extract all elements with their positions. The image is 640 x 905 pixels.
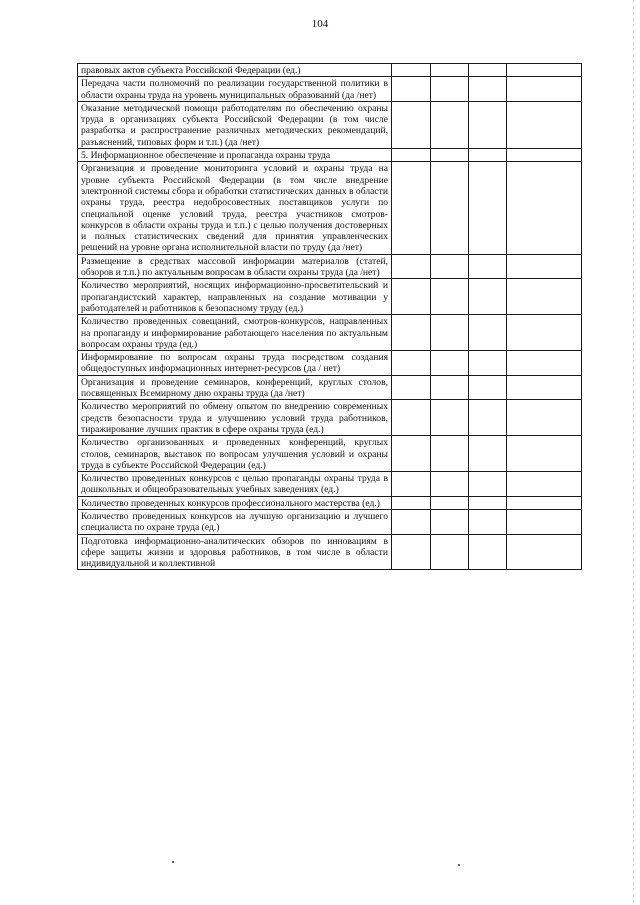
value-cell [392, 534, 431, 570]
value-cell [507, 64, 582, 77]
indicator-text: Подготовка информационно-аналитических обзоров по инновациям в сфере защиты жизни и здоровья работников, в том числе в области индивидуальной и коллективной [78, 534, 392, 570]
table-row [78, 351, 582, 376]
value-cell [392, 77, 431, 102]
value-cell [469, 375, 507, 400]
value-cell [392, 162, 431, 254]
table-row [78, 77, 582, 102]
value-cell [469, 436, 507, 472]
value-cell [392, 436, 431, 472]
scan-edge-line [633, 0, 634, 905]
value-cell [507, 472, 582, 497]
value-cell [469, 509, 507, 534]
value-cell [469, 315, 507, 351]
indicator-text: Количество мероприятий, носящих информационно-просветительский и пропагандистский характер, направленных на создание мотивации у работодателей и работников к безопасному труду (ед.) [78, 279, 392, 315]
indicator-text: Количество проведенных конкурсов профессионального мастерства (ед.) [78, 496, 392, 509]
value-cell [507, 509, 582, 534]
value-cell [392, 149, 431, 162]
indicator-text: Количество проведенных совещаний, смотров-конкурсов, направленных на пропаганду и информирование работающего населения по актуальным вопросам охраны труда (ед.) [78, 315, 392, 351]
value-cell [431, 315, 469, 351]
value-cell [431, 509, 469, 534]
value-cell [469, 351, 507, 376]
value-cell [469, 77, 507, 102]
indicator-text: Количество мероприятий по обмену опытом по внедрению современных средств безопасности труда и улучшению условий труда работников, тиражирование лучших практик в сфере охраны труда (ед.) [78, 400, 392, 436]
value-cell [392, 400, 431, 436]
value-cell [392, 315, 431, 351]
value-cell [507, 315, 582, 351]
value-cell [431, 77, 469, 102]
table-row [78, 64, 582, 77]
value-cell [431, 279, 469, 315]
value-cell [392, 375, 431, 400]
value-cell [507, 496, 582, 509]
value-cell [507, 254, 582, 279]
value-cell [469, 534, 507, 570]
value-cell [431, 101, 469, 148]
value-cell [507, 101, 582, 148]
scan-speck [172, 861, 174, 863]
page-number: 104 [311, 18, 329, 30]
table-row [78, 496, 582, 509]
indicator-text: 5. Информационное обеспечение и пропаганда охраны труда [78, 149, 392, 162]
value-cell [469, 496, 507, 509]
indicator-text: Организация и проведение мониторинга условий и охраны труда на уровне субъекта Российской Федерации (в том числе внедрение электронной системы сбора и обработки статистических данных в области охраны труда, реестра недобросовестных поставщиков услуги по специальной оценке условий труда, реестра участников смотров-конкурсов в области охраны труда и т.п.) с целью получения достоверных и полных статистических сведений для принятия управленческих решений на уровне органа исполнительной власти по труду (да /нет) [78, 162, 392, 254]
table-row [78, 254, 582, 279]
indicator-text: Передача части полномочий по реализации государственной политики в области охраны труда на уровень муниципальных образований (да /нет) [78, 77, 392, 102]
value-cell [507, 534, 582, 570]
value-cell [392, 509, 431, 534]
value-cell [431, 64, 469, 77]
value-cell [431, 496, 469, 509]
table-row [78, 509, 582, 534]
value-cell [392, 472, 431, 497]
value-cell [507, 400, 582, 436]
table-row [78, 149, 582, 162]
value-cell [469, 279, 507, 315]
value-cell [392, 101, 431, 148]
table-row [78, 375, 582, 400]
value-cell [431, 400, 469, 436]
value-cell [431, 149, 469, 162]
indicator-text: правовых актов субъекта Российской Федерации (ед.) [78, 64, 392, 77]
indicator-text: Количество организованных и проведенных конференций, круглых столов, семинаров, выставок по вопросам улучшения условий и охраны труда в субъекте Российской Федерации (ед.) [78, 436, 392, 472]
value-cell [392, 279, 431, 315]
table-row [78, 534, 582, 570]
value-cell [431, 534, 469, 570]
value-cell [431, 472, 469, 497]
table-row [78, 472, 582, 497]
value-cell [392, 64, 431, 77]
indicator-text: Количество проведенных конкурсов на лучшую организацию и лучшего специалиста по охране труда (ед.) [78, 509, 392, 534]
value-cell [507, 162, 582, 254]
table-row [78, 279, 582, 315]
scan-speck [458, 864, 460, 866]
value-cell [431, 351, 469, 376]
value-cell [507, 149, 582, 162]
value-cell [469, 254, 507, 279]
table-row [78, 400, 582, 436]
indicators-table [77, 63, 582, 570]
value-cell [392, 496, 431, 509]
table-row [78, 101, 582, 148]
value-cell [392, 351, 431, 376]
table-row [78, 436, 582, 472]
indicator-text: Размещение в средствах массовой информации материалов (статей, обзоров и т.п.) по актуальным вопросам в области охраны труда (да /нет) [78, 254, 392, 279]
value-cell [507, 279, 582, 315]
value-cell [431, 375, 469, 400]
value-cell [431, 254, 469, 279]
value-cell [431, 436, 469, 472]
indicator-text: Организация и проведение семинаров, конференций, круглых столов, посвященных Всемирному дню охраны труда (да /нет) [78, 375, 392, 400]
value-cell [469, 64, 507, 77]
indicator-text: Оказание методической помощи работодателям по обеспечению охраны труда в организациях субъекта Российской Федерации (в том числе разработка и распространение различных методических рекомендаций, разъяснений, типовых форм и т.п.) (да /нет) [78, 101, 392, 148]
value-cell [469, 162, 507, 254]
indicator-text: Количество проведенных конкурсов с целью пропаганды охраны труда в дошкольных и общеобразовательных учебных заведениях (ед.) [78, 472, 392, 497]
value-cell [507, 436, 582, 472]
value-cell [392, 254, 431, 279]
value-cell [469, 472, 507, 497]
value-cell [507, 351, 582, 376]
table-row [78, 162, 582, 254]
value-cell [469, 101, 507, 148]
value-cell [469, 149, 507, 162]
indicator-text: Информирование по вопросам охраны труда посредством создания общедоступных информационных интернет-ресурсов (да / нет) [78, 351, 392, 376]
value-cell [431, 162, 469, 254]
value-cell [469, 400, 507, 436]
value-cell [507, 375, 582, 400]
table-row [78, 315, 582, 351]
value-cell [507, 77, 582, 102]
